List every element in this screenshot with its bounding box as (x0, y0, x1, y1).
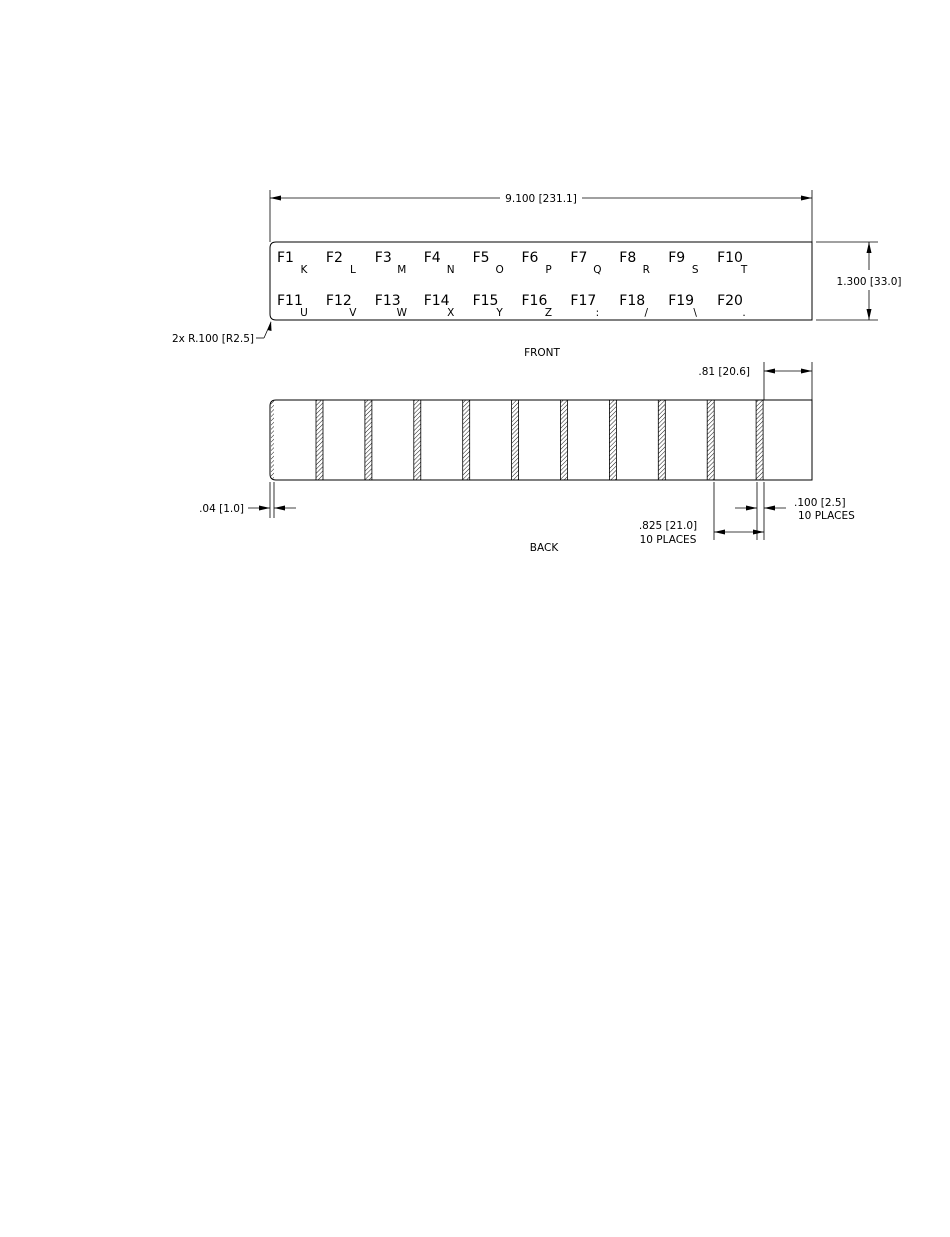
key-label-f2: F2 (325, 250, 343, 266)
key-alt-label: O (495, 264, 504, 276)
key-label-f18: F18 (619, 293, 646, 309)
key-label-f10: F10 (717, 250, 743, 266)
key-label-f4: F4 (423, 250, 441, 266)
stripe-width-label: .100 [2.5] (794, 497, 846, 509)
key-label-f16: F16 (521, 293, 548, 309)
hatched-stripe (609, 400, 616, 480)
key-label-f9: F9 (668, 250, 686, 266)
key-label-f20: F20 (717, 293, 743, 309)
hatched-stripe (512, 400, 519, 480)
back-view-label: BACK (529, 542, 559, 554)
key-alt-label: \ (693, 307, 697, 319)
hatched-stripe (365, 400, 372, 480)
end-width-label: .81 [20.6] (698, 366, 750, 378)
hatched-stripes (316, 400, 763, 480)
front-view (172, 190, 902, 359)
key-label-f3: F3 (374, 250, 392, 266)
key-alt-label: R (642, 264, 650, 276)
hatched-stripe (756, 400, 763, 480)
pitch-dimension (639, 482, 764, 546)
key-alt-label: W (396, 307, 407, 319)
key-label-f19: F19 (668, 293, 695, 309)
hatched-stripe (414, 400, 421, 480)
key-row-bottom (277, 293, 746, 319)
end-width-dimension (698, 362, 812, 400)
key-alt-label: Z (544, 307, 553, 319)
overall-width-label: 9.100 [231.1] (505, 193, 577, 205)
corner-radius-callout (172, 321, 272, 345)
key-label-f5: F5 (472, 250, 490, 266)
edge-offset-dimension (199, 482, 296, 518)
back-strip-outline (270, 400, 812, 480)
key-alt-label: K (300, 264, 308, 276)
key-alt-label: Q (593, 264, 602, 276)
corner-radius-label: 2x R.100 [R2.5] (171, 333, 254, 345)
key-alt-label: P (545, 264, 552, 276)
key-alt-label: / (644, 307, 649, 319)
edge-band (271, 401, 274, 479)
key-alt-label: : (595, 307, 600, 319)
hatched-stripe (561, 400, 568, 480)
height-label: 1.300 [33.0] (836, 276, 902, 288)
key-alt-label: V (349, 307, 357, 319)
key-alt-label: U (300, 307, 308, 319)
hatched-stripe (707, 400, 714, 480)
pitch-label: .825 [21.0] (638, 520, 698, 532)
hatched-stripe (658, 400, 665, 480)
key-alt-label: S (691, 264, 699, 276)
key-alt-label: N (446, 264, 455, 276)
key-label-f15: F15 (472, 293, 499, 309)
key-label-f12: F12 (325, 293, 352, 309)
key-label-f17: F17 (570, 293, 597, 309)
key-label-f6: F6 (521, 250, 539, 266)
key-label-f1: F1 (277, 250, 294, 266)
hatched-stripe (316, 400, 323, 480)
key-alt-label: M (397, 264, 407, 276)
hatched-stripe (463, 400, 470, 480)
key-row-top (277, 250, 748, 276)
height-dimension (816, 242, 901, 320)
front-view-label: FRONT (524, 347, 560, 359)
key-label-f8: F8 (619, 250, 637, 266)
key-label-f13: F13 (374, 293, 401, 309)
key-label-f14: F14 (423, 293, 450, 309)
overall-width-dimension (270, 190, 812, 242)
key-alt-label: X (447, 307, 455, 319)
key-alt-label: T (740, 264, 748, 276)
edge-offset-label: .04 [1.0] (199, 503, 244, 515)
stripe-width-places: 10 PLACES (798, 510, 855, 522)
key-label-f7: F7 (570, 250, 588, 266)
key-alt-label: L (349, 264, 356, 276)
key-alt-label: . (742, 307, 746, 319)
back-view (199, 362, 855, 554)
key-label-f11: F11 (277, 293, 303, 309)
key-alt-label: Y (496, 307, 503, 319)
pitch-places: 10 PLACES (639, 534, 697, 546)
